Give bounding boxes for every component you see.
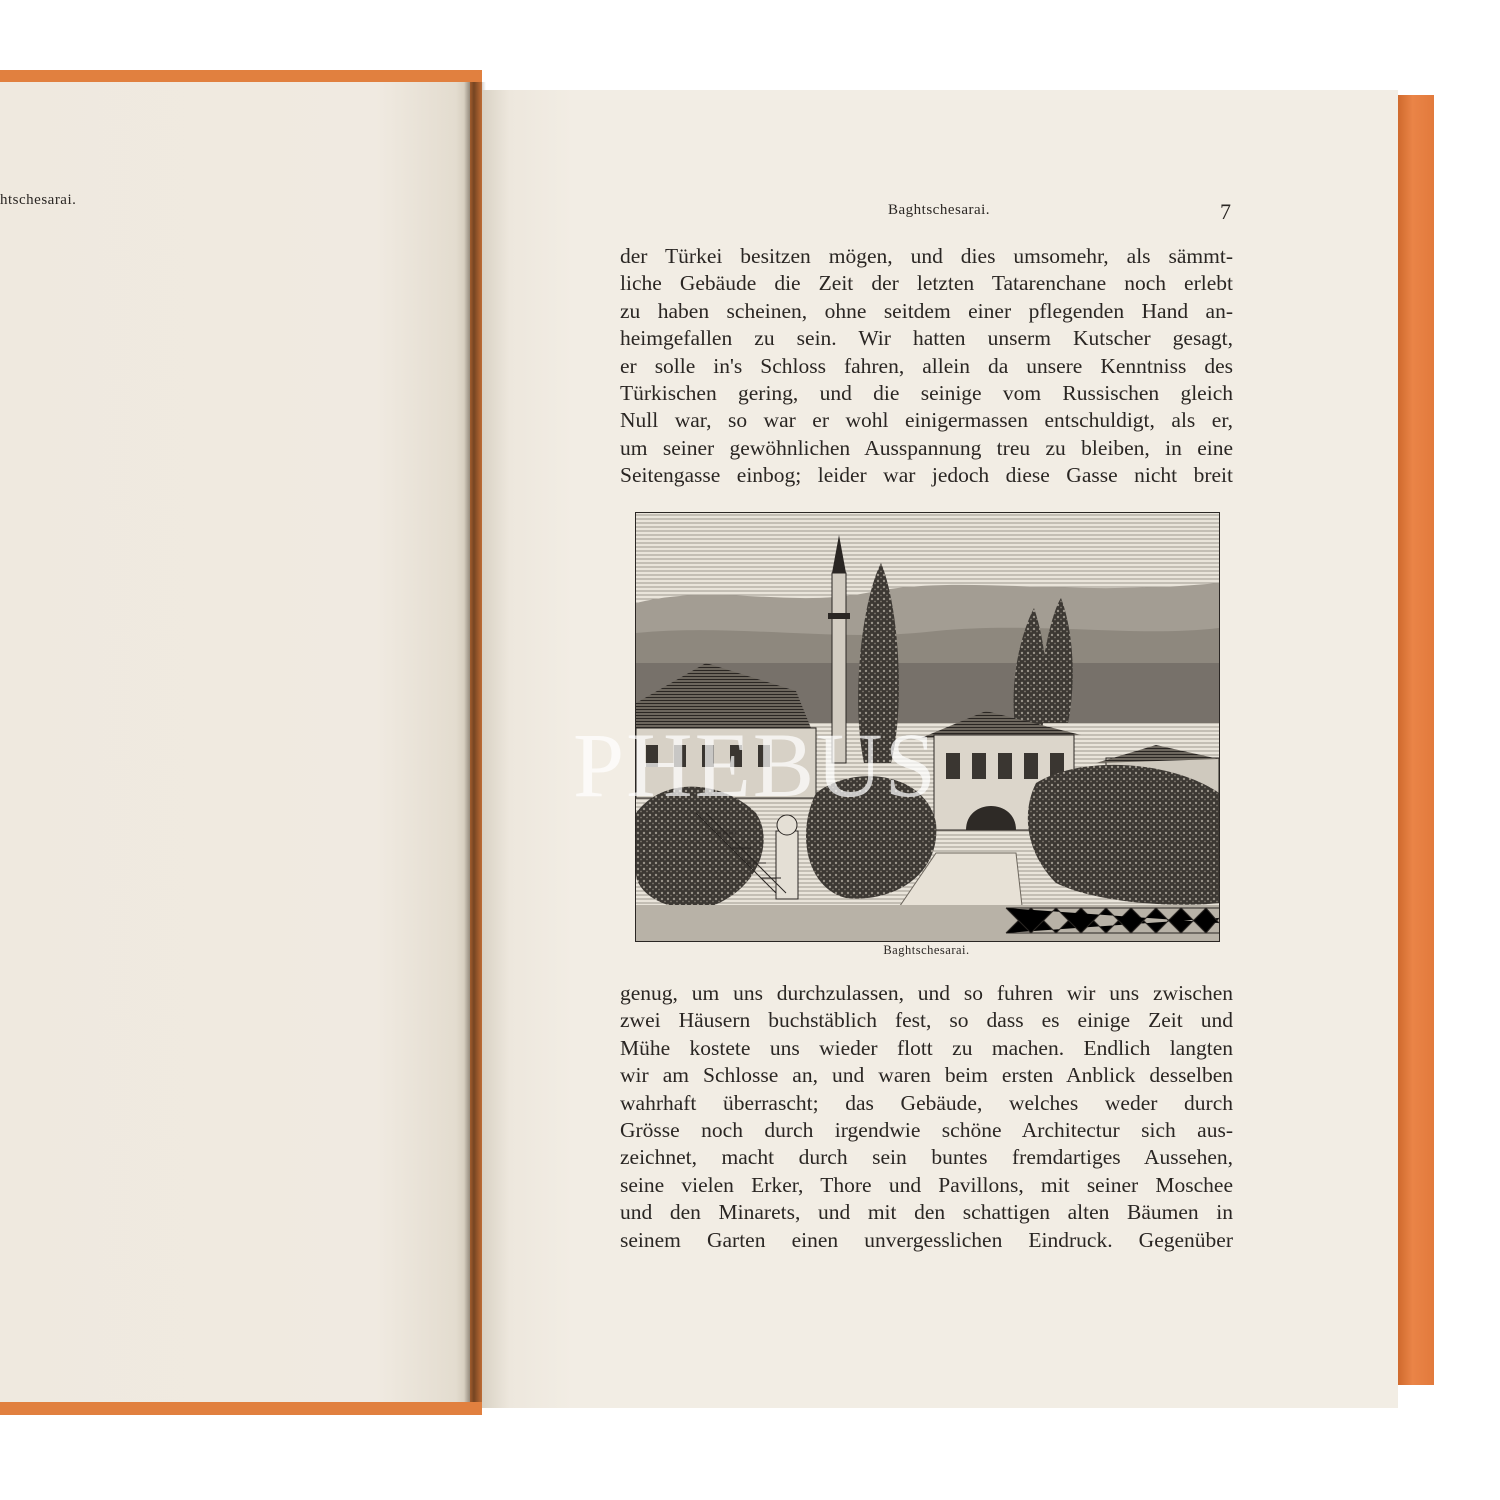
text-line: wahrhaft überrascht; das Gebäude, welches weder durch	[620, 1090, 1233, 1115]
text-line: und den Minarets, und mit den schattigen alten Bäumen in	[620, 1200, 1233, 1225]
watermark: PHEBUS	[573, 714, 938, 816]
text-line: Seitengasse einbog; leider war jedoch diese Gasse nicht breit	[620, 463, 1233, 488]
left-running-head: htschesarai.	[0, 192, 77, 208]
text-line: der Türkei besitzen mögen, und dies umsomehr, als sämmt-	[620, 244, 1233, 268]
text-line: zeichnet, macht durch sein buntes fremdartiges Aussehen,	[620, 1145, 1233, 1170]
text-line: Grösse noch durch irgendwie schöne Architectur sich aus-	[620, 1118, 1233, 1142]
text-line: seinem Garten einen unvergesslichen Eindruck. Gegenüber	[620, 1227, 1233, 1252]
text-line: Null war, so war er wohl einigermassen entschuldigt, als er,	[620, 408, 1233, 433]
text-line: liche Gebäude die Zeit der letzten Tatarenchane noch erlebt	[620, 271, 1233, 296]
text-line: seine vielen Erker, Thore und Pavillons, mit seiner Moschee	[620, 1172, 1233, 1197]
text-line: Türkischen gering, und die seinige vom Russischen gleich	[620, 381, 1233, 405]
text-line: zu haben scheinen, ohne seitdem einer pflegenden Hand an-	[620, 298, 1233, 323]
book-cover-right	[1398, 95, 1434, 1385]
text-line: heimgefallen zu sein. Wir hatten unserm Kutscher gesagt,	[620, 326, 1233, 351]
text-line: er solle in's Schloss fahren, allein da unsere Kenntniss des	[620, 353, 1233, 378]
right-running-head: Baghtschesarai.	[888, 202, 991, 218]
text-line: genug, um uns durchzulassen, und so fuhren wir uns zwischen	[620, 981, 1233, 1005]
illustration-caption: Baghtschesarai.	[883, 943, 970, 957]
page-number: 7	[1220, 199, 1231, 224]
text-line: Mühe kostete uns wieder flott zu machen. Endlich langten	[620, 1035, 1233, 1060]
text-line: wir am Schlosse an, und waren beim ersten Anblick desselben	[620, 1063, 1233, 1088]
text-line: zwei Häusern buchstäblich fest, so dass es einige Zeit und	[620, 1008, 1233, 1033]
text-line: um seiner gewöhnlichen Ausspannung treu zu bleiben, in eine	[620, 435, 1233, 460]
left-page	[0, 82, 470, 1402]
